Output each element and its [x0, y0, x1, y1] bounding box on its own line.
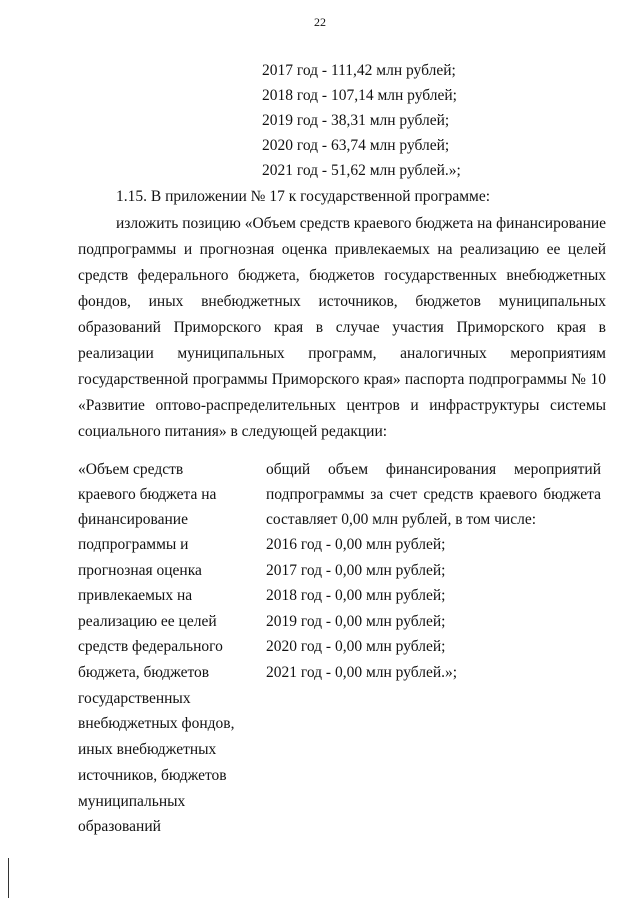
paragraph-line: социального питания» в следующей редакции: — [78, 423, 388, 440]
table-right-year-line: 2018 год - 0,00 млн рублей; — [266, 587, 446, 604]
table-left-line: реализацию ее целей — [78, 613, 217, 630]
paragraph-line: «Развитие оптово-распределительных центров и инфраструктуры системы — [78, 397, 606, 414]
table-left-line: бюджета, бюджетов — [78, 664, 210, 681]
paragraph-line: фондов, иных внебюджетных источников, бюджетов муниципальных — [78, 293, 606, 310]
paragraph-line: изложить позицию «Объем средств краевого бюджета на финансирование — [116, 215, 606, 232]
table-left-line: финансирование — [78, 511, 188, 528]
paragraph-line: государственной программы Приморского края» паспорта подпрограммы № 10 — [78, 371, 606, 388]
table-left-line: муниципальных — [78, 793, 186, 810]
table-right-year-line: 2021 год - 0,00 млн рублей.»; — [266, 664, 458, 681]
paragraph-line: подпрограммы и прогнозная оценка привлекаемых на реализацию ее целей — [78, 241, 606, 258]
section-heading: 1.15. В приложении № 17 к государственной программе: — [116, 188, 491, 205]
table-right-line: составляет 0,00 млн рублей, в том числе: — [266, 511, 537, 528]
table-right-year-line: 2017 год - 0,00 млн рублей; — [266, 562, 446, 579]
funding-year-line: 2020 год - 63,74 млн рублей; — [262, 137, 450, 154]
table-left-line: внебюджетных фондов, — [78, 715, 235, 732]
table-left-line: источников, бюджетов — [78, 767, 227, 784]
funding-year-line: 2018 год - 107,14 млн рублей; — [262, 87, 457, 104]
paragraph-line: средств федерального бюджета, бюджетов государственных внебюджетных — [78, 267, 606, 284]
table-left-line: средств федерального — [78, 638, 223, 655]
table-left-line: привлекаемых на — [78, 587, 193, 604]
table-right-year-line: 2019 год - 0,00 млн рублей; — [266, 613, 446, 630]
table-left-line: образований — [78, 818, 161, 835]
table-right-line: общий объем финансирования мероприятий — [266, 461, 601, 478]
table-right-year-line: 2016 год - 0,00 млн рублей; — [266, 536, 446, 553]
table-left-line: краевого бюджета на — [78, 486, 217, 503]
table-right-year-line: 2020 год - 0,00 млн рублей; — [266, 638, 446, 655]
table-left-line: «Объем средств — [78, 461, 184, 478]
page-number: 22 — [314, 15, 326, 29]
paragraph-line: образований Приморского края в случае участия Приморского края в — [78, 319, 606, 336]
scan-edge-line — [8, 858, 9, 898]
table-left-line: подпрограммы и — [78, 536, 189, 553]
funding-year-line: 2019 год - 38,31 млн рублей; — [262, 112, 450, 129]
paragraph-line: реализации муниципальных программ, аналогичных мероприятиям — [78, 345, 606, 362]
funding-year-line: 2021 год - 51,62 млн рублей.»; — [262, 162, 461, 179]
table-right-line: подпрограммы за счет средств краевого бюджета — [266, 486, 601, 503]
table-left-line: иных внебюджетных — [78, 741, 217, 758]
funding-year-line: 2017 год - 111,42 млн рублей; — [262, 62, 456, 79]
table-left-line: государственных — [78, 690, 191, 707]
table-left-line: прогнозная оценка — [78, 562, 202, 579]
